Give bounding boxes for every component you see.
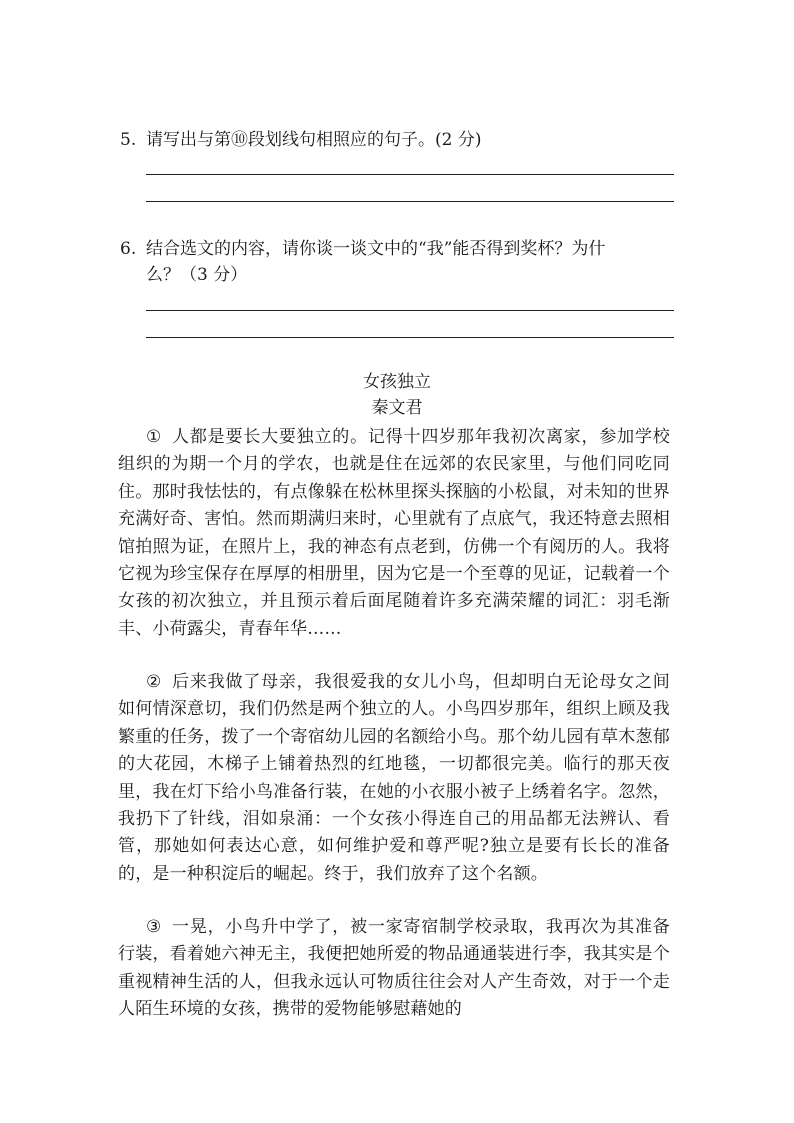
article-paragraph (118, 914, 670, 1024)
article-paragraph (118, 424, 670, 643)
answer-line[interactable] (146, 310, 674, 311)
answer-line[interactable] (146, 174, 674, 175)
question-text: 请写出与第⑩段划线句相照应的句子。(2 分) (146, 130, 482, 150)
question-5 (120, 127, 680, 153)
paragraph-text: 后来我做了母亲，我很爱我的女儿小鸟，但却明白无论母女之间如何情深意切，我们仍然是两个独立的人。小鸟四岁那年，组织上顾及我繁重的任务，拨了一个寄宿幼儿园的名额给小鸟。那个幼儿园有草木葱郁的大花园，木梯子上铺着热烈的红地毯，一切都很完美。临行的那天夜里，我在灯下给小鸟准备行装，在她的小衣服小被子上绣着名字。忽然，我扔下了针线，泪如泉涌：一个女孩小得连自己的用品都无法辨认、看管，那她如何表达心意，如何维护爱和尊严呢?独立是要有长长的准备的，是一种积淀后的崛起。终于，我们放弃了这个名额。 (118, 672, 670, 884)
paragraph-marker: ② (146, 672, 163, 692)
article-author: 秦文君 (371, 398, 423, 418)
question-number: 6. (120, 239, 137, 259)
answer-line[interactable] (146, 201, 674, 202)
paragraph-text: 人都是要长大要独立的。记得十四岁那年我初次离家，参加学校组织的为期一个月的学农，也就是住在远郊的农民家里，与他们同吃同住。那时我怯怯的，有点像躲在松林里探头探脑的小松鼠，对未知的世界充满好奇、害怕。然而期满归来时，心里就有了点底气，我还特意去照相馆拍照为证，在照片上，我的神态有点老到，仿佛一个有阅历的人。我将它视为珍宝保存在厚厚的相册里，因为它是一个至尊的见证，记载着一个女孩的初次独立，并且预示着后面尾随着许多充满荣耀的词汇：羽毛渐丰、小荷露尖，青春年华…… (118, 427, 670, 639)
paragraph-text: 一晃，小鸟升中学了，被一家寄宿制学校录取，我再次为其准备行装，看着她六神无主，我便把她所爱的物品通通装进行李，我其实是个重视精神生活的人，但我永远认可物质往往会对人产生奇效，对于一个走人陌生环境的女孩，携带的爱物能够慰藉她的 (118, 917, 670, 1020)
article-paragraph (118, 669, 670, 888)
answer-line[interactable] (146, 337, 674, 338)
question-text-continued: 么？（3 分） (146, 265, 248, 285)
paragraph-marker: ③ (146, 917, 163, 937)
article-title: 女孩独立 (363, 372, 431, 392)
question-number: 5. (120, 130, 137, 150)
question-6 (120, 236, 680, 288)
question-text: 结合选文的内容，请你谈一谈文中的“我”能否得到奖杯？为什 (146, 239, 606, 259)
paragraph-marker: ① (146, 427, 163, 447)
